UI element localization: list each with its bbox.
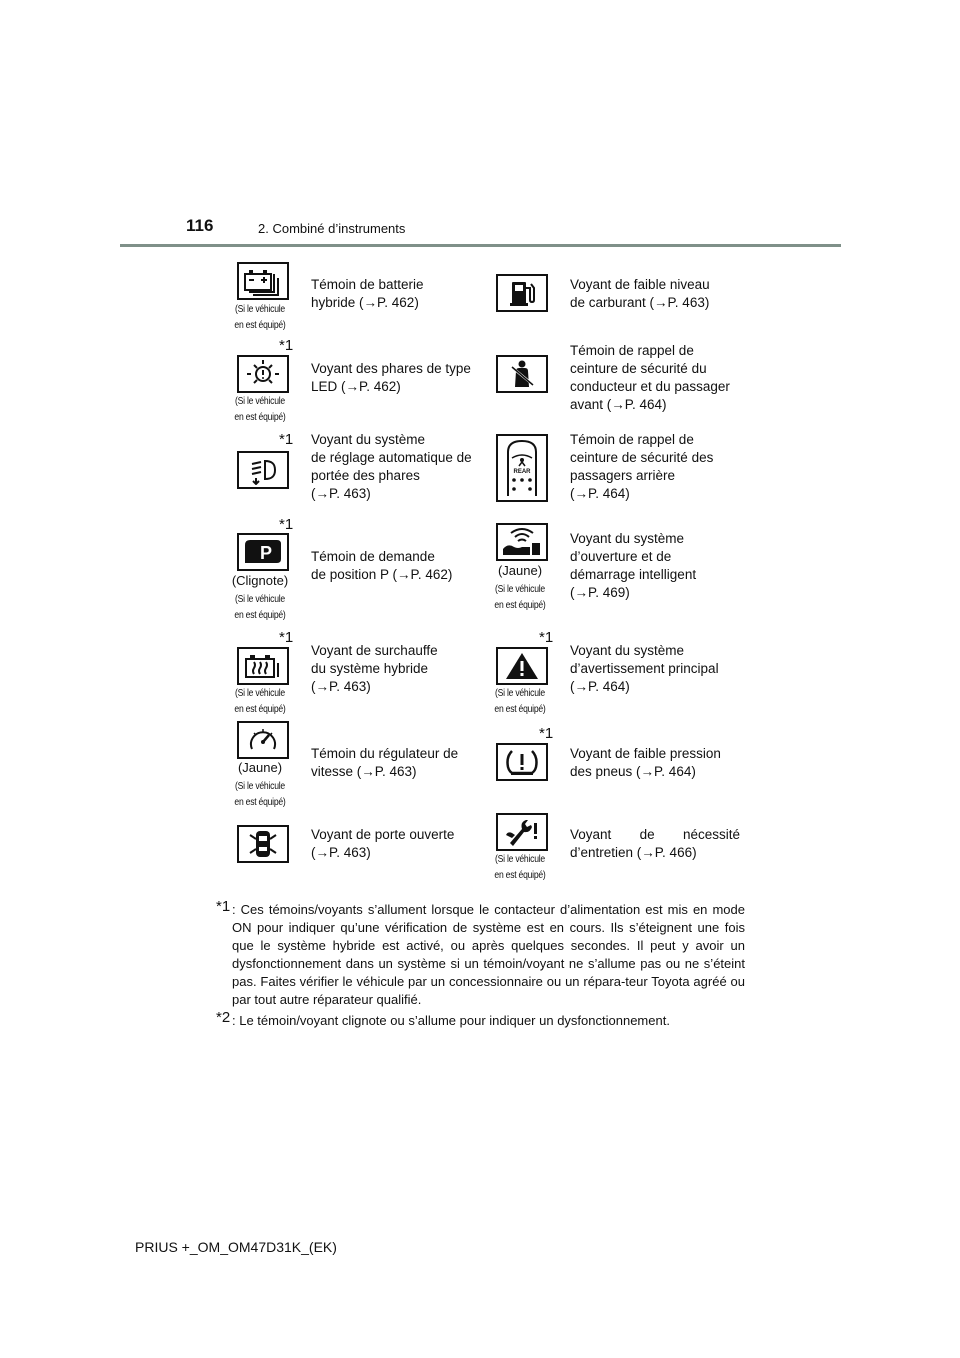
footnote-1-text: : Ces témoins/voyants s’allument lorsque le contacteur d’alimentation est mis en mode ON pour indiquer qu’une vérification de système est en cours. Ils s’éteignent une fois que le système hybride est activé, ou après quelques secondes. Il peut y avoir un dysfonctionnement dans un système si un témoin/voyant ne s’allume pas ou ne s’éteint pas. Faites vérifier le véhicule par un concessionnaire ou un répara-teur Toyota agréé ou par tout autre réparateur qualifié. bbox=[232, 902, 745, 1007]
led-headlight-icon bbox=[237, 355, 289, 393]
description-rear-seatbelt: Témoin de rappel de ceinture de sécurité des passagers arrière (→P. 464) bbox=[570, 432, 714, 501]
section-title: 2. Combiné d’instruments bbox=[258, 221, 406, 236]
headlight-leveling-icon bbox=[237, 451, 289, 489]
cruise-control-icon bbox=[237, 721, 289, 759]
footnote-2-mark: *2 bbox=[216, 1009, 231, 1026]
equipped-note: (Si le véhicule en est équipé) bbox=[234, 593, 286, 621]
rear-seatbelt-icon bbox=[496, 434, 548, 502]
description-maintenance-line2: d’entretien (→P. 466) bbox=[570, 845, 697, 860]
low-fuel-icon bbox=[496, 274, 548, 312]
svg-text:P: P bbox=[259, 543, 273, 563]
footnote-marker: *1 bbox=[279, 337, 294, 354]
door-open-icon bbox=[237, 825, 289, 863]
footnote-1-mark: *1 bbox=[216, 898, 231, 915]
equipped-note: (Si le véhicule en est équipé) bbox=[494, 687, 546, 715]
footnote-2-text: : Le témoin/voyant clignote ou s’allume pour indiquer un dysfonctionnement. bbox=[232, 1013, 670, 1028]
blinking-label: (Clignote) bbox=[231, 573, 289, 588]
description-smart-entry: Voyant du système d’ouverture et de démarrage intelligent (→P. 469) bbox=[570, 531, 697, 600]
equipped-note: (Si le véhicule en est équipé) bbox=[494, 583, 546, 611]
description-headlight-leveling: Voyant du système de réglage automatique de portée des phares (→P. 463) bbox=[311, 432, 472, 501]
rear-seatbelt-icon-text: REAR bbox=[513, 469, 531, 475]
description-led-headlight: Voyant des phares de type LED (→P. 462) bbox=[311, 361, 471, 394]
document-code: PRIUS +_OM_OM47D31K_(EK) bbox=[135, 1239, 337, 1255]
description-door-open: Voyant de porte ouverte (→P. 463) bbox=[311, 827, 455, 860]
description-tire-pressure: Voyant de faible pression des pneus (→P. 464) bbox=[570, 746, 721, 779]
equipped-note: (Si le véhicule en est équipé) bbox=[234, 780, 286, 808]
page-number: 116 bbox=[186, 216, 214, 235]
description-master-warning: Voyant du système d’avertissement principal (→P. 464) bbox=[570, 643, 719, 694]
description-hybrid-overheat: Voyant de surchauffe du système hybride (→P. 463) bbox=[311, 643, 438, 694]
equipped-note: (Si le véhicule en est équipé) bbox=[494, 853, 546, 881]
front-seatbelt-icon bbox=[496, 355, 548, 393]
hybrid-battery-icon bbox=[237, 262, 289, 300]
park-position-icon bbox=[237, 533, 289, 571]
description-low-fuel: Voyant de faible niveau de carburant (→P. 463) bbox=[570, 277, 710, 310]
footnote-marker: *1 bbox=[279, 629, 294, 646]
tire-pressure-icon bbox=[496, 743, 548, 781]
smart-entry-icon bbox=[496, 523, 548, 561]
maintenance-required-icon bbox=[496, 813, 548, 851]
master-warning-icon bbox=[496, 647, 548, 685]
equipped-note: (Si le véhicule en est équipé) bbox=[234, 303, 286, 331]
description-front-seatbelt: Témoin de rappel de ceinture de sécurité du conducteur et du passager avant (→P. 464) bbox=[570, 343, 730, 412]
footnote-marker: *1 bbox=[539, 725, 554, 742]
description-maintenance-line1: Voyant de nécessité bbox=[570, 827, 740, 842]
equipped-note: (Si le véhicule en est équipé) bbox=[234, 395, 286, 423]
yellow-label: (Jaune) bbox=[497, 563, 543, 578]
hybrid-overheat-icon bbox=[237, 647, 289, 685]
description-cruise-control: Témoin du régulateur de vitesse (→P. 463) bbox=[311, 746, 459, 779]
description-hybrid-battery: Témoin de batterie hybride (→P. 462) bbox=[311, 277, 424, 310]
footnote-marker: *1 bbox=[279, 431, 294, 448]
footnote-marker: *1 bbox=[279, 516, 294, 533]
yellow-label: (Jaune) bbox=[237, 760, 283, 775]
footnote-marker: *1 bbox=[539, 629, 554, 646]
description-park-position: Témoin de demande de position P (→P. 462) bbox=[311, 549, 453, 582]
equipped-note: (Si le véhicule en est équipé) bbox=[234, 687, 286, 715]
header-rule bbox=[120, 244, 841, 247]
